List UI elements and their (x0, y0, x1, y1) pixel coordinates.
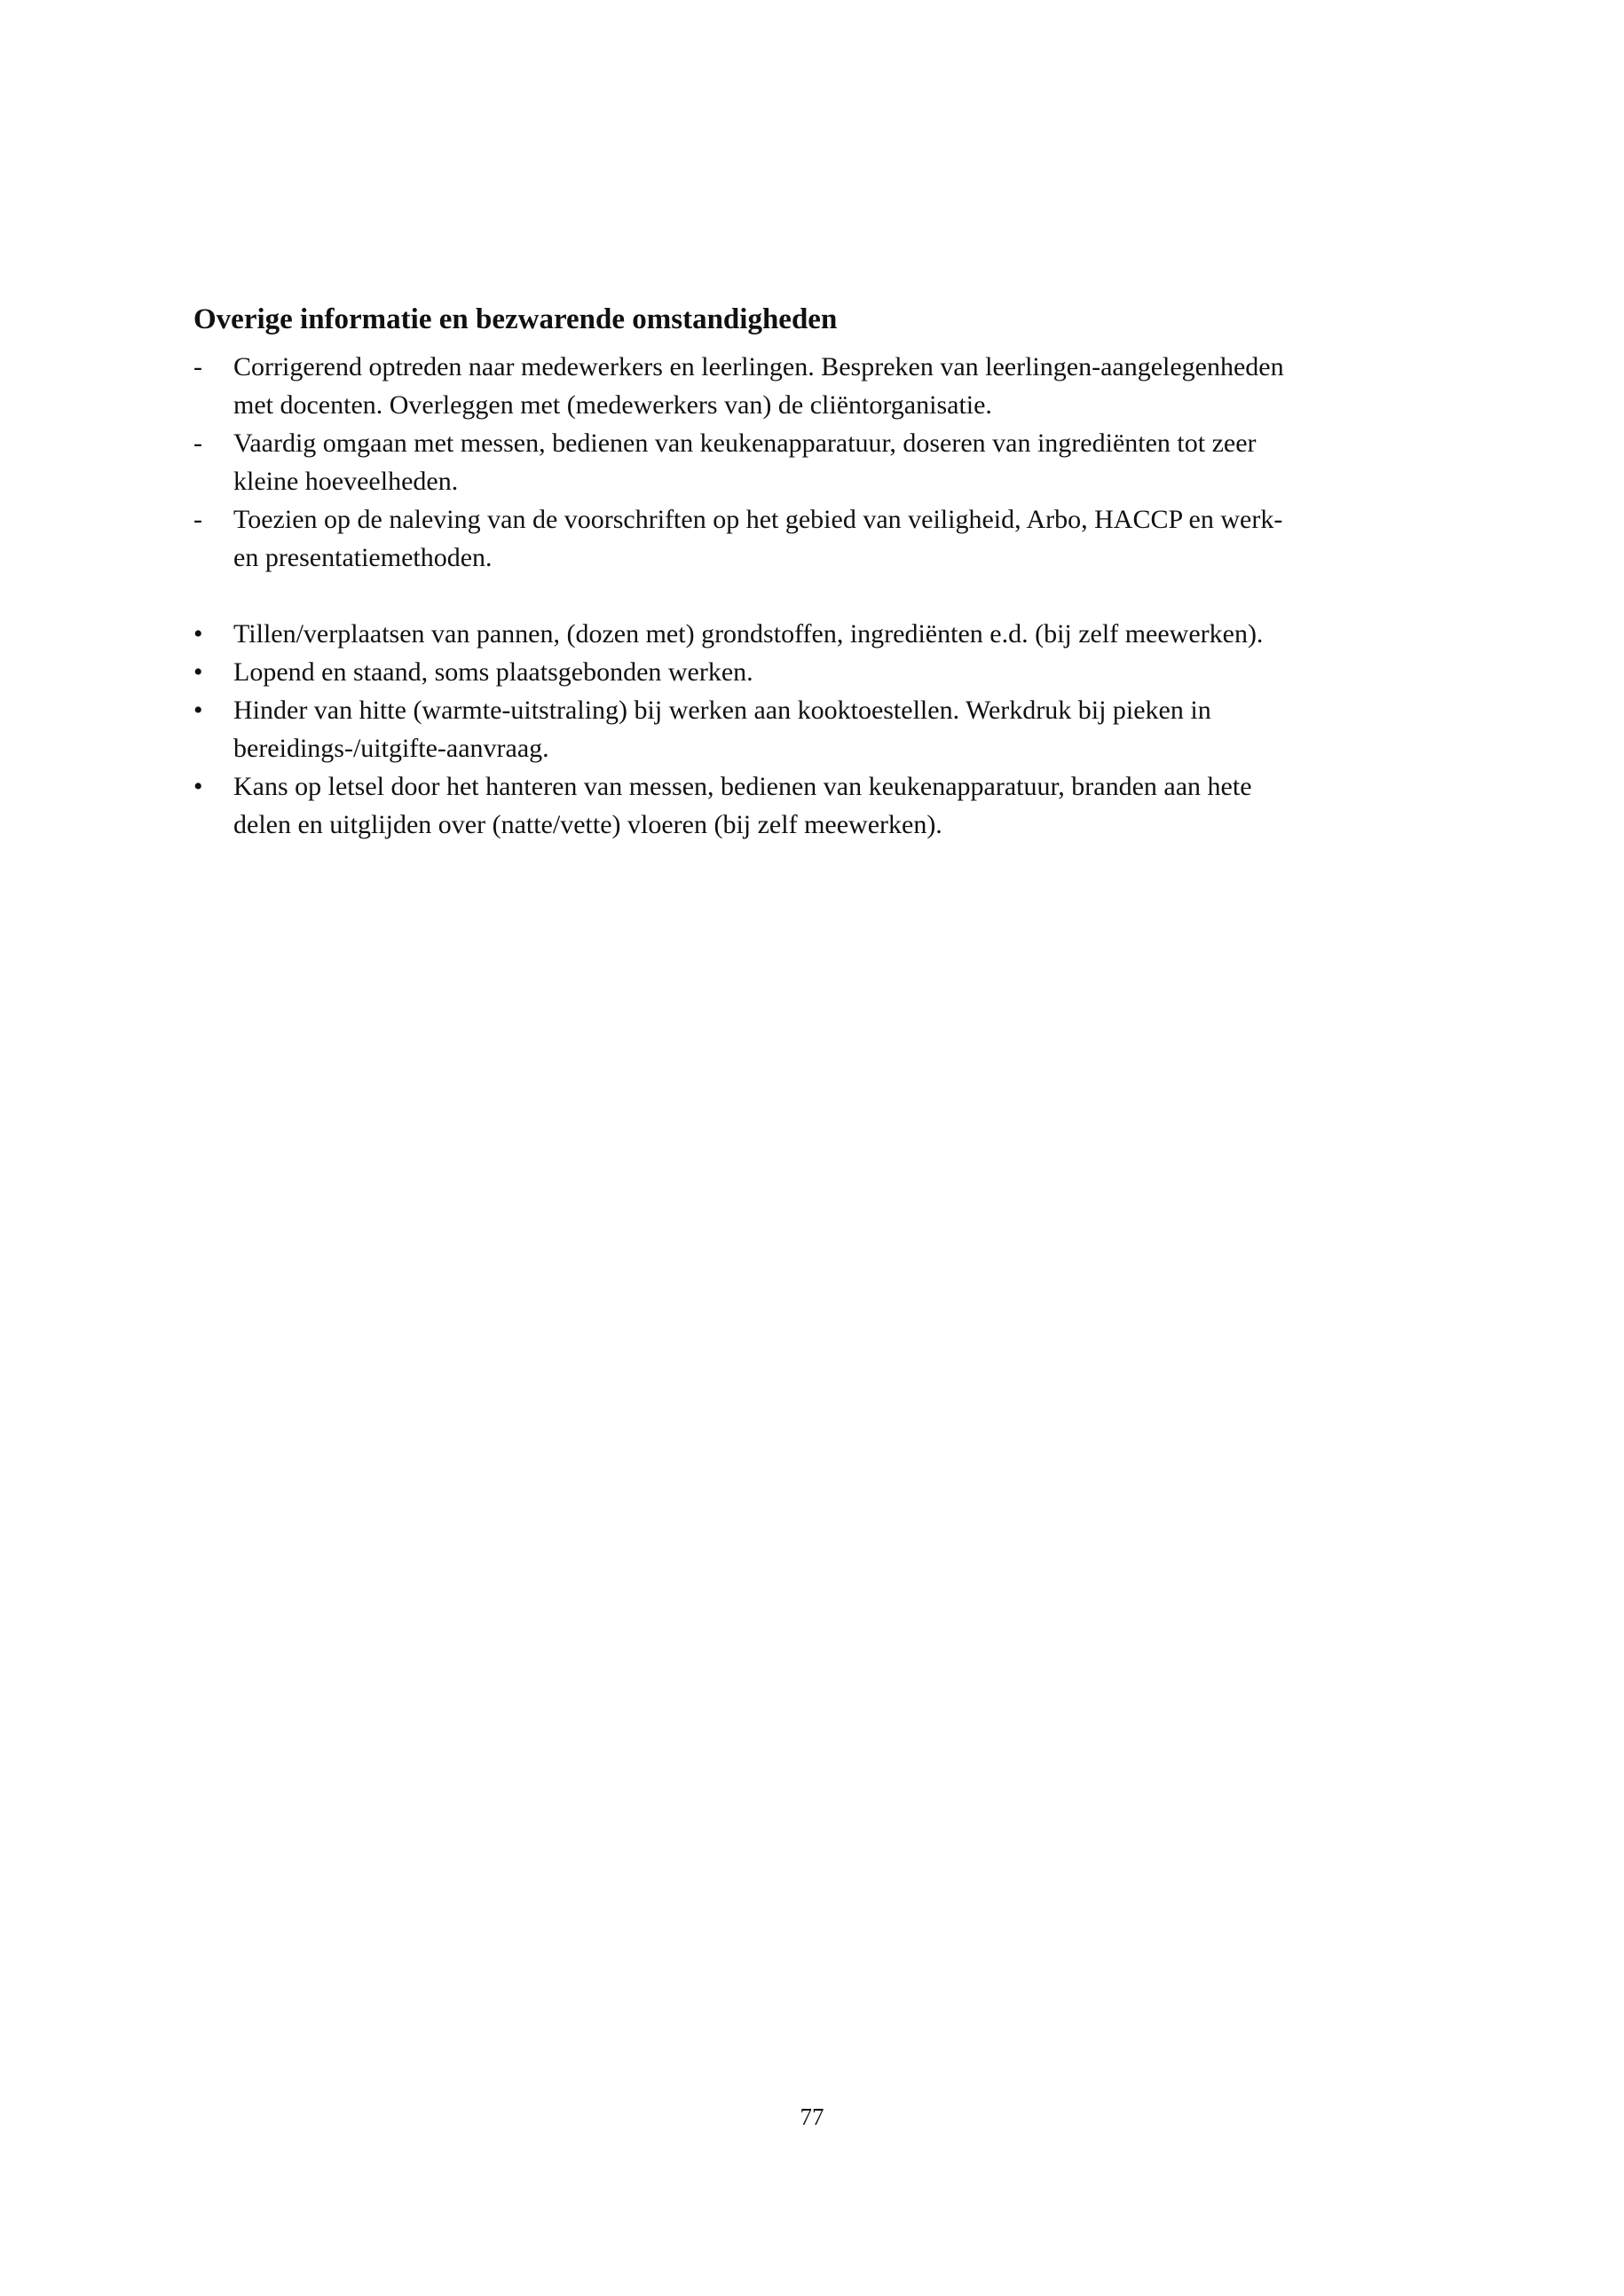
list-item-line: Toezien op de naleving van de voorschriften op het gebied van veiligheid, Arbo, HACCP en werk- (233, 505, 1283, 534)
bullet-list-item (193, 691, 1436, 767)
list-item-line: Lopend en staand, soms plaatsgebonden werken. (233, 657, 753, 687)
bullet-list-item (193, 615, 1436, 653)
bullet-marker: • (193, 619, 203, 649)
bullet-list-item (193, 653, 1436, 691)
list-item-line: Vaardig omgaan met messen, bedienen van keukenapparatuur, doseren van ingrediënten tot zeer (233, 429, 1257, 458)
list-item-line: Kans op letsel door het hanteren van messen, bedienen van keukenapparatuur, branden aan hete (233, 772, 1252, 801)
dash-list-item (193, 500, 1436, 577)
dash-list-item (193, 424, 1436, 500)
bullet-list-item (193, 767, 1436, 844)
dash-marker: - (193, 429, 202, 458)
list-item-line: delen en uitglijden over (natte/vette) vloeren (bij zelf meewerken). (233, 810, 942, 839)
list-item-line: kleine hoeveelheden. (233, 467, 459, 496)
list-item-line: met docenten. Overleggen met (medewerkers van) de cliëntorganisatie. (233, 390, 992, 420)
list-item-line: Tillen/verplaatsen van pannen, (dozen met) grondstoffen, ingrediënten e.d. (bij zelf meewerken). (233, 619, 1264, 649)
bullet-marker: • (193, 772, 203, 801)
dash-list-item (193, 348, 1436, 424)
page-number: 77 (800, 2103, 824, 2130)
list-item-line: en presentatiemethoden. (233, 543, 493, 572)
list-item-line: Corrigerend optreden naar medewerkers en leerlingen. Bespreken van leerlingen-aangelegenheden (233, 352, 1284, 381)
page-content (193, 300, 1436, 844)
list-item-line: Hinder van hitte (warmte-uitstraling) bij werken aan kooktoestellen. Werkdruk bij pieken in (233, 696, 1211, 725)
dash-marker: - (193, 352, 202, 381)
dash-list (193, 348, 1436, 577)
bullet-marker: • (193, 696, 203, 725)
list-item-line: bereidings-/uitgifte-aanvraag. (233, 734, 549, 763)
bullet-list (193, 615, 1436, 844)
dash-marker: - (193, 505, 202, 534)
bullet-marker: • (193, 657, 203, 687)
section-title: Overige informatie en bezwarende omstandigheden (193, 303, 838, 335)
